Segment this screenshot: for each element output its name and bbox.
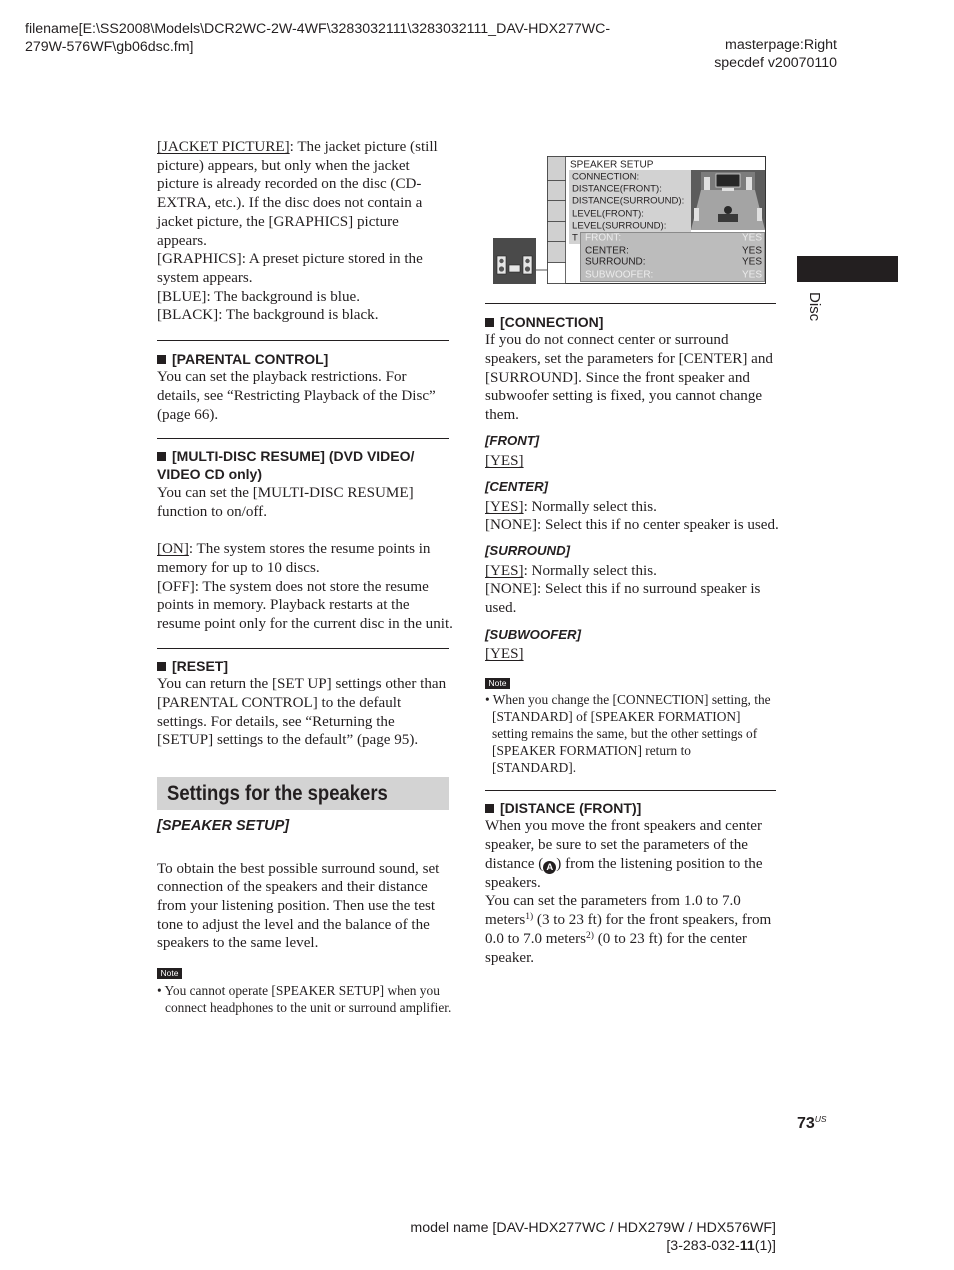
chapter-tab-bar xyxy=(797,256,898,282)
note-line: connect headphones to the unit or surround amplifier. xyxy=(165,999,452,1015)
jacket-picture-line: EXTRA, etc.). If the disc does not contain a xyxy=(157,195,423,212)
distance-line xyxy=(485,855,771,874)
distance-front-heading xyxy=(485,799,771,818)
submenu-label-surround: SURROUND: xyxy=(585,256,646,268)
reset-line: You can return the [SET UP] settings other than xyxy=(157,676,447,693)
off-option-line: points in memory. Playback restarts at the xyxy=(157,597,410,614)
surround-default-option: [YES] xyxy=(485,562,524,579)
note-badge: Note xyxy=(485,678,510,689)
parental-control-line: (page 66). xyxy=(157,406,219,423)
part-code-suffix: (1)] xyxy=(754,1238,776,1254)
page-number xyxy=(797,1114,827,1134)
jacket-picture-text: : The jacket picture (still xyxy=(289,139,438,155)
multi-disc-resume-heading-cont: VIDEO CD only) xyxy=(157,466,263,483)
jacket-picture-line xyxy=(157,138,438,157)
multi-disc-resume-heading xyxy=(157,447,453,466)
intro-line: tone to adjust the level and the balance of the xyxy=(157,916,430,933)
speaker-setup-intro xyxy=(157,860,439,954)
intro-line: To obtain the best possible surround sound, set xyxy=(157,860,440,877)
surround-none-line: used. xyxy=(485,600,517,616)
connection-line: If you do not connect center or surround xyxy=(485,332,729,349)
filename-line-2: 279W-576WF\gb06dsc.fm] xyxy=(25,38,194,55)
subwoofer-default-option: [YES] xyxy=(485,645,524,662)
menu-strip-cell xyxy=(548,201,566,222)
section-divider xyxy=(157,648,449,649)
square-bullet-icon xyxy=(485,804,494,813)
menu-strip-cell xyxy=(548,222,566,242)
picture-options xyxy=(157,138,438,325)
connection-line: them. xyxy=(485,407,519,424)
center-default-option: [YES] xyxy=(485,498,524,515)
center-options xyxy=(485,498,779,535)
distance-line: speaker. xyxy=(485,949,535,966)
off-option-line: [OFF]: The system does not store the resume xyxy=(157,578,429,595)
surround-default-line xyxy=(485,562,760,581)
parental-control-line: You can set the playback restrictions. For xyxy=(157,369,407,386)
blue-line: [BLUE]: The background is blue. xyxy=(157,288,361,305)
subwoofer-label: [SUBWOOFER] xyxy=(485,627,581,642)
filename-header xyxy=(25,21,610,56)
section-divider xyxy=(485,303,776,304)
distance-line: You can set the parameters from 1.0 to 7.0 xyxy=(485,893,741,910)
intro-line: connection of the speakers and their distance xyxy=(157,879,428,896)
square-bullet-icon xyxy=(157,662,166,671)
menu-strip-cell xyxy=(548,263,566,284)
parental-control-heading-text: [PARENTAL CONTROL] xyxy=(172,350,329,367)
connection-heading xyxy=(485,313,773,332)
distance-line xyxy=(485,911,771,930)
submenu-value-surround: YES xyxy=(741,256,762,268)
intro-line: speakers to the same level. xyxy=(157,935,319,952)
black-line: [BLACK]: The background is black. xyxy=(157,307,379,324)
on-option-text: : The system stores the resume points in xyxy=(188,541,431,558)
center-label: [CENTER] xyxy=(485,479,549,494)
menu-item: T xyxy=(572,232,578,244)
submenu-label-center: CENTER: xyxy=(585,245,629,257)
square-bullet-icon xyxy=(157,452,166,461)
parental-control-heading xyxy=(157,350,436,369)
model-name: model name [DAV-HDX277WC / HDX279W / HDX576WF] xyxy=(410,1220,776,1236)
connection-line: speakers, set the parameters for [CENTER] and xyxy=(485,351,773,367)
reset-line: settings. For details, see “Returning the xyxy=(157,713,395,730)
front-default-option: [YES] xyxy=(485,452,524,469)
reset-line: [SETUP] settings to the default” (page 95). xyxy=(157,732,419,749)
tv-icon xyxy=(716,174,740,187)
distance-line xyxy=(485,930,771,949)
menu-item: DISTANCE(SURROUND): xyxy=(572,195,685,207)
distance-line: speaker, be sure to set the parameters of the xyxy=(485,837,749,853)
note-line: • You cannot operate [SPEAKER SETUP] when you xyxy=(157,982,440,998)
surround-left-speaker-icon xyxy=(694,208,699,221)
footer xyxy=(410,1219,776,1255)
submenu-label-subwoofer: SUBWOOFER: xyxy=(585,269,654,281)
part-code-bold: 11 xyxy=(739,1238,755,1254)
multi-disc-intro-line: You can set the [MULTI-DISC RESUME] xyxy=(157,485,414,501)
distance-line: When you move the front speakers and center xyxy=(485,818,763,835)
part-code xyxy=(410,1237,776,1255)
subwoofer-options xyxy=(485,645,524,664)
front-label: [FRONT] xyxy=(485,433,540,448)
distance-text: (0 to 23 ft) for the center xyxy=(593,930,747,947)
reset-section xyxy=(157,657,446,751)
note-line: setting remains the same, but the other settings of xyxy=(492,725,758,741)
multi-disc-resume-section xyxy=(157,447,453,634)
center-none-line: [NONE]: Select this if no center speaker is used. xyxy=(485,517,779,534)
menu-item: LEVEL(SURROUND): xyxy=(572,220,667,232)
listener-icon xyxy=(724,206,732,214)
sofa-icon xyxy=(718,214,738,222)
reset-heading-text: [RESET] xyxy=(172,657,228,674)
filename-line-1: filename[E:\SS2008\Models\DCR2WC-2W-4WF\3283032111\3283032111_DAV-HDX277WC- xyxy=(25,21,611,37)
masterpage-label: masterpage:Right xyxy=(725,37,837,53)
connection-heading-text: [CONNECTION] xyxy=(500,313,604,330)
on-option-term: [ON] xyxy=(157,541,189,558)
section-title-band xyxy=(157,777,449,810)
surround-default-text: : Normally select this. xyxy=(523,562,657,579)
device-right-speaker-cone xyxy=(525,266,530,271)
note-line: • When you change the [CONNECTION] setting, the xyxy=(485,691,771,707)
surround-none-line: [NONE]: Select this if no surround speaker is xyxy=(485,581,761,598)
jacket-picture-line: picture is already recorded on the disc (CD- xyxy=(157,176,422,193)
submenu-value-center: YES xyxy=(741,245,762,257)
connection-note-text xyxy=(485,691,771,776)
submenu-value-subwoofer: YES xyxy=(741,269,762,281)
screen-title: SPEAKER SETUP xyxy=(570,159,654,171)
footnote-ref-2: 2) xyxy=(586,930,594,941)
jacket-picture-line: jacket picture, the [GRAPHICS] picture xyxy=(157,213,399,230)
front-options xyxy=(485,452,524,471)
menu-strip-cell xyxy=(548,181,566,201)
menu-item: LEVEL(FRONT): xyxy=(572,208,644,220)
device-right-speaker-cone xyxy=(525,259,529,263)
connection-line: subwoofer setting is fixed, you cannot change xyxy=(485,388,763,405)
device-left-speaker-cone xyxy=(499,266,504,271)
reset-heading xyxy=(157,657,446,676)
footnote-ref-1: 1) xyxy=(525,912,534,923)
distance-text: 0.0 to 7.0 meters xyxy=(485,930,587,947)
note-line: [STANDARD]. xyxy=(492,759,577,775)
distance-front-section xyxy=(485,799,771,968)
on-option-line xyxy=(157,540,453,559)
note-badge: Note xyxy=(157,968,182,979)
note-text xyxy=(157,982,451,1016)
page-number-suffix: US xyxy=(814,1114,827,1124)
multi-disc-resume-heading-text: [MULTI-DISC RESUME] (DVD VIDEO/ xyxy=(172,447,415,464)
device-left-speaker-cone xyxy=(499,259,503,263)
blank-line xyxy=(157,521,453,540)
distance-text: (3 to 23 ft) for the front speakers, from xyxy=(533,912,772,929)
speaker-layout-image xyxy=(691,170,765,230)
specdef-label: specdef v20070110 xyxy=(714,55,837,71)
graphics-line: [GRAPHICS]: A preset picture stored in the xyxy=(157,251,423,268)
intro-line: from your listening position. Then use the test xyxy=(157,898,436,914)
distance-text: distance ( xyxy=(485,855,544,872)
distance-text: ) from the listening position to the xyxy=(556,855,763,872)
distance-front-heading-text: [DISTANCE (FRONT)] xyxy=(500,799,642,816)
square-bullet-icon xyxy=(485,318,494,327)
section-divider xyxy=(157,438,449,439)
part-code-prefix: [3-283-032- xyxy=(666,1238,740,1254)
off-option-line: resume point only for the current disc in the unit. xyxy=(157,615,453,632)
multi-disc-intro-line: function to on/off. xyxy=(157,503,267,520)
speaker-setup-screen-illustration xyxy=(490,150,770,290)
section-divider xyxy=(157,340,449,341)
connection-line: [SURROUND]. Since the front speaker and xyxy=(485,369,750,386)
circled-a-marker-icon: A xyxy=(543,861,556,874)
front-right-speaker-icon xyxy=(746,177,752,190)
center-default-line xyxy=(485,498,779,517)
surround-label: [SURROUND] xyxy=(485,543,570,558)
menu-item: CONNECTION: xyxy=(572,171,640,183)
section-divider xyxy=(485,790,776,791)
parental-control-section xyxy=(157,350,436,425)
connection-section xyxy=(485,313,773,425)
page-number-value: 73 xyxy=(797,1115,815,1132)
surround-options xyxy=(485,562,760,618)
on-option-line: memory for up to 10 discs. xyxy=(157,559,320,576)
graphics-line: system appears. xyxy=(157,269,253,286)
note-line: [SPEAKER FORMATION] return to xyxy=(492,742,691,758)
jacket-picture-line: picture) appears, but only when the jacket xyxy=(157,157,410,174)
section-title: Settings for the speakers xyxy=(167,782,388,805)
submenu-label-front: FRONT: xyxy=(585,232,622,244)
parental-control-line: details, see “Restricting Playback of the Disc” xyxy=(157,388,436,404)
front-left-speaker-icon xyxy=(704,177,710,190)
submenu-value-front: YES xyxy=(741,232,762,244)
distance-line: speakers. xyxy=(485,874,541,891)
jacket-picture-line: appears. xyxy=(157,232,207,249)
jacket-picture-term: [JACKET PICTURE] xyxy=(157,139,290,155)
masterpage-header xyxy=(714,36,837,72)
menu-item: DISTANCE(FRONT): xyxy=(572,183,662,195)
note-line: [STANDARD] of [SPEAKER FORMATION] xyxy=(492,708,741,724)
center-speaker-icon xyxy=(722,188,734,191)
square-bullet-icon xyxy=(157,355,166,364)
device-unit-icon xyxy=(509,265,520,272)
menu-strip-cell xyxy=(548,242,566,263)
center-default-text: : Normally select this. xyxy=(523,498,657,515)
chapter-tab-label: Disc xyxy=(806,292,823,322)
menu-strip-cell xyxy=(548,157,566,181)
reset-line: [PARENTAL CONTROL] to the default xyxy=(157,695,402,711)
surround-right-speaker-icon xyxy=(757,208,762,221)
section-subtitle: [SPEAKER SETUP] xyxy=(157,818,290,834)
distance-text: meters xyxy=(485,912,526,929)
